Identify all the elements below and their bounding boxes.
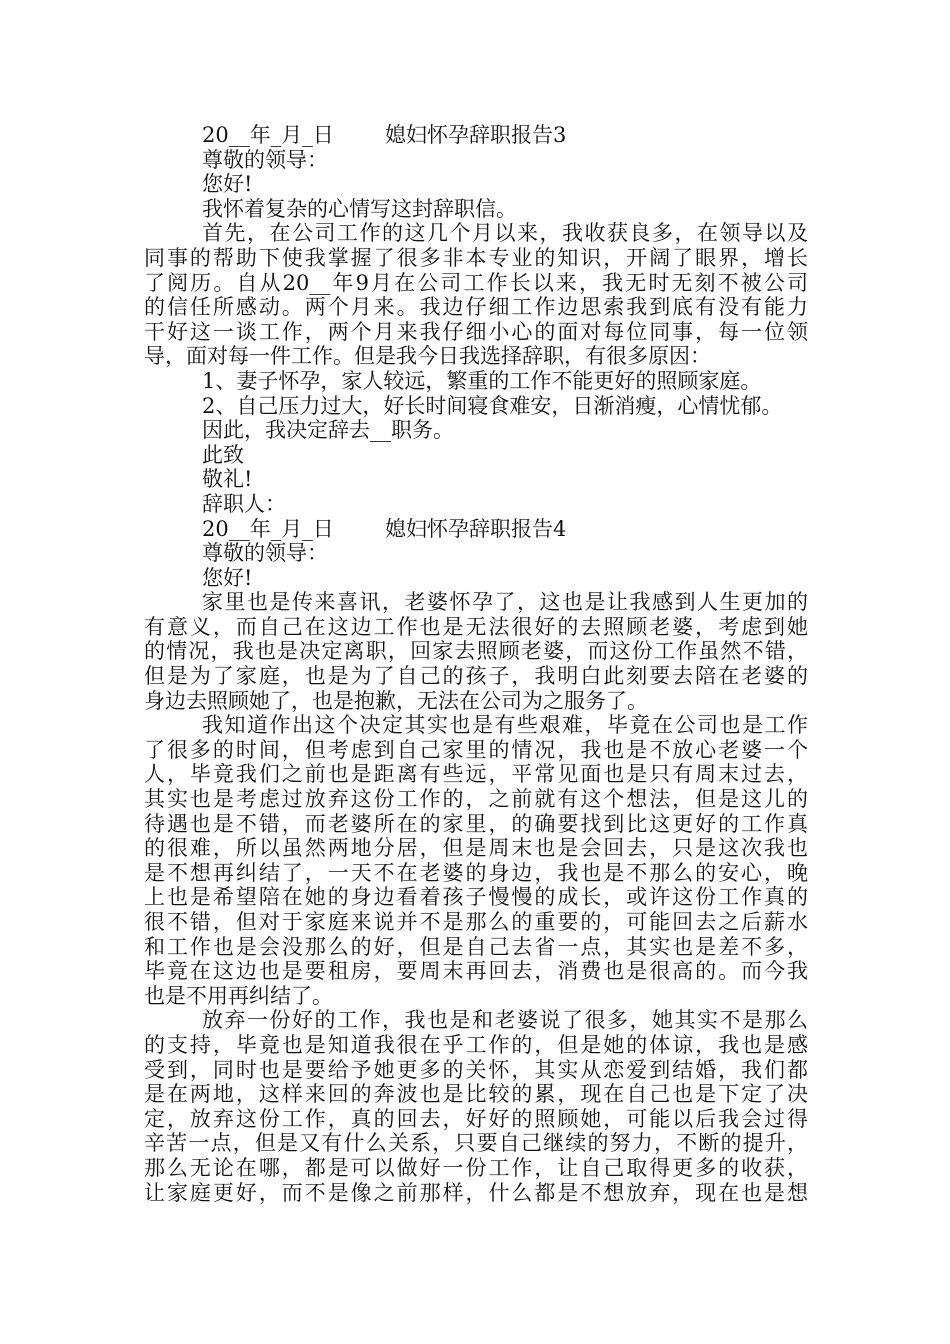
reason-item: 2、自己压力过大，好长时间寝食难安，日渐消瘦，心情忧郁。 (202, 393, 783, 418)
paragraph-line: 了很多的时间，但考虑到自己家里的情况，我也是不放心老婆一个 (144, 737, 808, 762)
section-title: 媳妇怀孕辞职报告4 (385, 516, 567, 541)
paragraph-line: 也是不用再纠结了。 (144, 983, 333, 1008)
paragraph-line: 的很难，所以虽然两地分居，但是周末也是会回去，只是这次我也 (144, 836, 808, 861)
paragraph-line: 我知道作出这个决定其实也是有些艰难，毕竟在公司也是工作 (202, 713, 808, 738)
document-body (144, 123, 808, 1205)
intro-line: 我怀着复杂的心情写这封辞职信。 (202, 196, 517, 221)
date-line: 20__年_月_日 (202, 516, 334, 541)
paragraph-line: 人，毕竟我们之前也是距离有些远，平常见面也是只有周末过去， (144, 762, 808, 787)
paragraph-line: 定，放弃这份工作，真的回去，好好的照顾她，可能以后我会过得 (144, 1106, 808, 1131)
paragraph-line: 待遇也是不错，而老婆所在的家里，的确要找到比这更好的工作真 (144, 811, 808, 836)
signer-line: 辞职人： (202, 491, 286, 516)
reason-item: 1、妻子怀孕，家人较远，繁重的工作不能更好的照顾家庭。 (202, 368, 762, 393)
date-line: 20__年_月_日 (202, 123, 334, 147)
paragraph-line: 是在两地，这样来回的奔波也是比较的累，现在自己也是下定了决 (144, 1082, 808, 1107)
paragraph-line: 辛苦一点，但是又有什么关系，只要自己继续的努力，不断的提升， (144, 1131, 808, 1156)
paragraph-line: 其实也是考虑过放弃这份工作的，之前就有这个想法，但是这儿的 (144, 787, 808, 812)
section-title: 媳妇怀孕辞职报告3 (385, 123, 567, 147)
paragraph-line: 让家庭更好，而不是像之前那样，什么都是不想放弃，现在也是想 (144, 1180, 808, 1205)
paragraph-line: 身边去照顾她了，也是抱歉，无法在公司为之服务了。 (144, 688, 648, 713)
greeting: 您好! (202, 172, 253, 197)
paragraph-line: 有意义，而自己在这边工作也是无法很好的去照顾老婆，考虑到她 (144, 614, 808, 639)
paragraph-line: 的信任所感动。两个月来。我边仔细工作边思索我到底有没有能力 (144, 295, 808, 320)
paragraph-line: 受到，同时也是要给予她更多的关怀，其实从恋爱到结婚，我们都 (144, 1057, 808, 1082)
paragraph-line: 同事的帮助下使我掌握了很多非本专业的知识，开阔了眼界，增长 (144, 245, 808, 270)
paragraph-line: 放弃一份好的工作，我也是和老婆说了很多，她其实不是那么 (202, 1008, 808, 1033)
paragraph-line: 的情况，我也是决定离职，回家去照顾老婆，而这份工作虽然不错， (144, 639, 808, 664)
paragraph-line: 上也是希望陪在她的身边看着孩子慢慢的成长，或许这份工作真的 (144, 885, 808, 910)
section-header (144, 123, 808, 148)
salutation: 尊敬的领导： (202, 147, 328, 172)
paragraph-line: 了阅历。自从20__年9月在公司工作长以来，我无时无刻不被公司 (144, 270, 808, 295)
paragraph-line: 是不想再纠结了，一天不在老婆的身边，我也是不那么的安心，晚 (144, 860, 808, 885)
section-header (144, 517, 808, 542)
greeting: 您好! (202, 565, 253, 590)
paragraph-line: 但是为了家庭，也是为了自己的孩子，我明白此刻要去陪在老婆的 (144, 664, 808, 689)
paragraph-line: 很不错，但对于家庭来说并不是那么的重要的，可能回去之后薪水 (144, 910, 808, 934)
closing-line: 敬礼! (202, 467, 253, 492)
conclusion-line: 因此，我决定辞去__职务。 (202, 418, 454, 443)
paragraph-line: 导，面对每一件工作。但是我今日我选择辞职，有很多原因： (144, 344, 711, 369)
paragraph-line: 的支持，毕竟也是知道我很在乎工作的，但是她的体谅，我也是感 (144, 1032, 808, 1057)
salutation: 尊敬的领导： (202, 541, 328, 566)
paragraph-line: 家里也是传来喜讯，老婆怀孕了，这也是让我感到人生更加的 (202, 590, 808, 615)
paragraph-line: 毕竟在这边也是要租房，要周末再回去，消费也是很高的。而今我 (144, 959, 808, 984)
paragraph-line: 首先，在公司工作的这几个月以来，我收获良多，在领导以及 (202, 221, 808, 246)
closing-line: 此致 (202, 442, 244, 467)
paragraph-line: 干好这一谈工作，两个月来我仔细小心的面对每位同事，每一位领 (144, 319, 808, 344)
paragraph-line: 那么无论在哪，都是可以做好一份工作，让自己取得更多的收获， (144, 1155, 808, 1180)
paragraph-line: 和工作也是会没那么的好，但是自己去省一点，其实也是差不多， (144, 934, 808, 959)
